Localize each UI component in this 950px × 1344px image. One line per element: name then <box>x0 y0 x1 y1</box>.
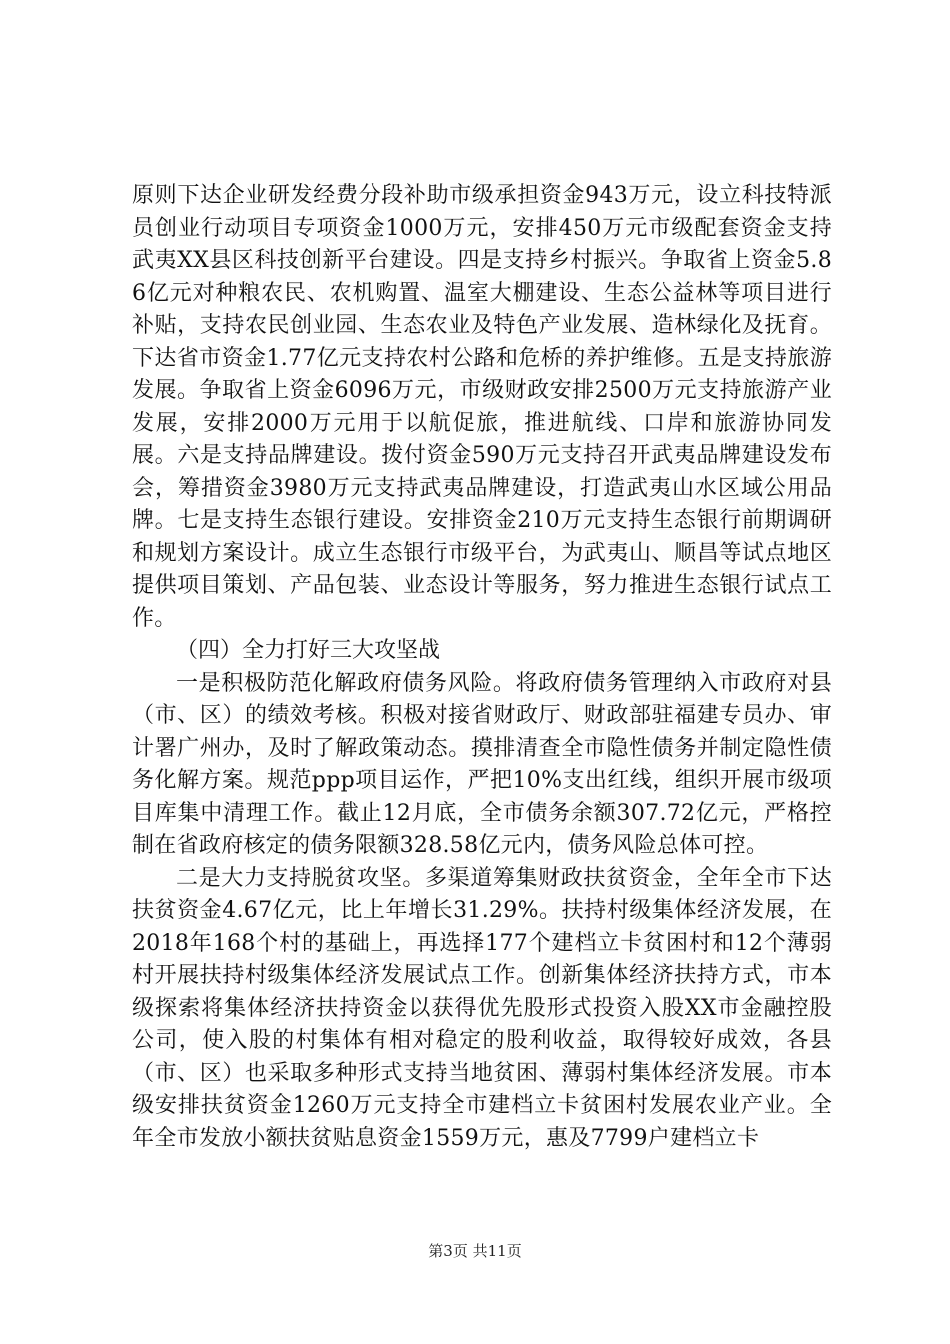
document-body <box>132 180 832 1155</box>
page-footer: 第3页 共11页 <box>428 1242 522 1260</box>
paragraph-debt-risk: 一是积极防范化解政府债务风险。将政府债务管理纳入市政府对县（市、区）的绩效考核。积极对接省财政厅、财政部驻福建专员办、审计署广州办，及时了解政策动态。摸排清查全市隐性债务并制定隐性债务化解方案。规范ppp项目运作，严把10%支出红线，组织开展市级项目库集中清理工作。截止12月底，全市债务余额307.72亿元，严格控制在省政府核定的债务限额328.58亿元内，债务风险总体可控。 <box>132 670 832 858</box>
paragraph-continuation: 原则下达企业研发经费分段补助市级承担资金943万元，设立科技特派员创业行动项目专项资金1000万元，安排450万元市级配套资金支持武夷XX县区科技创新平台建设。四是支持乡村振兴。争取省上资金5.86亿元对种粮农民、农机购置、温室大棚建设、生态公益林等项目进行补贴，支持农民创业园、生态农业及特色产业发展、造林绿化及抚育。下达省市资金1.77亿元支持农村公路和危桥的养护维修。五是支持旅游发展。争取省上资金6096万元，市级财政安排2500万元支持旅游产业发展，安排2000万元用于以航促旅，推进航线、口岸和旅游协同发展。六是支持品牌建设。拨付资金590万元支持召开武夷品牌建设发布会，筹措资金3980万元支持武夷品牌建设，打造武夷山水区域公用品牌。七是支持生态银行建设。安排资金210万元支持生态银行前期调研和规划方案设计。成立生态银行市级平台，为武夷山、顺昌等试点地区提供项目策划、产品包装、业态设计等服务，努力推进生态银行试点工作。 <box>132 183 832 631</box>
paragraph-poverty-alleviation: 二是大力支持脱贫攻坚。多渠道筹集财政扶贫资金，全年全市下达扶贫资金4.67亿元，比上年增长31.29%。扶持村级集体经济发展，在2018年168个村的基础上，再选择177个建档立卡贫困村和12个薄弱村开展扶持村级集体经济发展试点工作。创新集体经济扶持方式，市本级探索将集体经济扶持资金以获得优先股形式投资入股XX市金融控股公司，使入股的村集体有相对稳定的股利收益，取得较好成效，各县（市、区）也采取多种形式支持当地贫困、薄弱村集体经济发展。市本级安排扶贫资金1260万元支持全市建档立卡贫困村发展农业产业。全年全市发放小额扶贫贴息资金1559万元，惠及7799户建档立卡 <box>132 865 832 1151</box>
section-heading: （四）全力打好三大攻坚战 <box>176 638 441 663</box>
